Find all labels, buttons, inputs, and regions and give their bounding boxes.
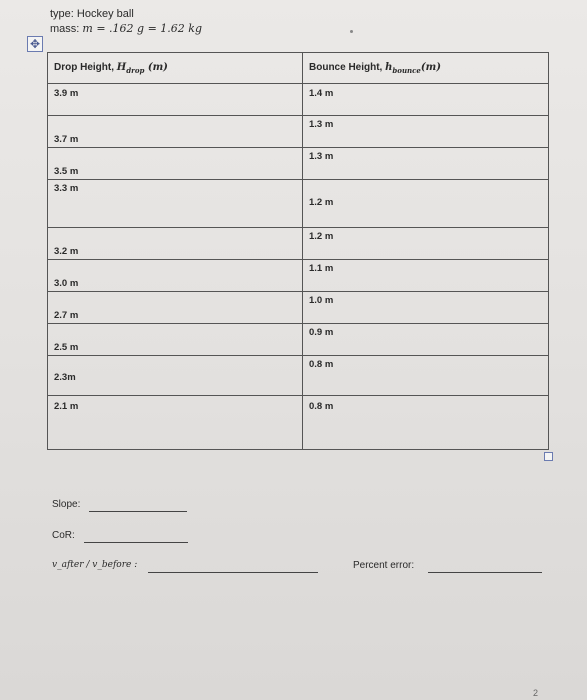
bounce-height-header: Bounce Height, $h_{bounce}(m)$ bbox=[303, 53, 549, 84]
ball-mass bbox=[50, 22, 202, 35]
bounce-cell[interactable]: 1.0 m bbox=[303, 292, 549, 324]
cor-label: CoR: bbox=[52, 530, 75, 541]
percent-error-label: Percent error: bbox=[353, 560, 415, 571]
bounce-cell[interactable]: 0.8 m bbox=[303, 396, 549, 450]
page-number: 2 bbox=[533, 688, 539, 698]
drop-cell[interactable]: 2.3m bbox=[48, 356, 303, 396]
table-row bbox=[48, 292, 549, 324]
table-row bbox=[48, 148, 549, 180]
drop-cell[interactable]: 3.0 m bbox=[48, 260, 303, 292]
stray-mark bbox=[350, 30, 353, 33]
drop-cell[interactable]: 2.7 m bbox=[48, 292, 303, 324]
mass-formula: m = .162 g = 1.62 kg bbox=[82, 22, 202, 35]
drop-cell[interactable]: 2.5 m bbox=[48, 324, 303, 356]
drop-cell[interactable]: 3.3 m bbox=[48, 180, 303, 228]
bounce-cell[interactable]: 1.2 m bbox=[303, 228, 549, 260]
percent-error-answer-line[interactable] bbox=[428, 572, 542, 573]
bounce-cell[interactable]: 1.4 m bbox=[303, 84, 549, 116]
table-row bbox=[48, 116, 549, 148]
bounce-cell[interactable]: 0.9 m bbox=[303, 324, 549, 356]
table-row bbox=[48, 396, 549, 450]
resize-icon[interactable] bbox=[544, 452, 553, 461]
table-row bbox=[48, 180, 549, 228]
table-row bbox=[48, 260, 549, 292]
bounce-cell[interactable]: 1.3 m bbox=[303, 148, 549, 180]
bounce-cell[interactable]: 1.3 m bbox=[303, 116, 549, 148]
velocity-ratio-label: v_after / v_before : bbox=[52, 560, 138, 570]
mass-prefix: mass: bbox=[50, 23, 83, 35]
table-row bbox=[48, 356, 549, 396]
table-header-row bbox=[48, 53, 549, 84]
drop-cell[interactable]: 2.1 m bbox=[48, 396, 303, 450]
ball-type: type: Hockey ball bbox=[50, 8, 134, 20]
slope-label: Slope: bbox=[52, 499, 81, 510]
velocity-ratio-answer-line[interactable] bbox=[148, 572, 318, 573]
move-icon[interactable]: ✥ bbox=[27, 36, 43, 52]
bounce-cell[interactable]: 1.2 m bbox=[303, 180, 549, 228]
drop-cell[interactable]: 3.7 m bbox=[48, 116, 303, 148]
drop-cell[interactable]: 3.5 m bbox=[48, 148, 303, 180]
table-row bbox=[48, 324, 549, 356]
drop-cell[interactable]: 3.2 m bbox=[48, 228, 303, 260]
table-row bbox=[48, 228, 549, 260]
bounce-cell[interactable]: 0.8 m bbox=[303, 356, 549, 396]
slope-answer-line[interactable] bbox=[89, 511, 187, 512]
table-row bbox=[48, 84, 549, 116]
bounce-cell[interactable]: 1.1 m bbox=[303, 260, 549, 292]
drop-cell[interactable]: 3.9 m bbox=[48, 84, 303, 116]
data-table bbox=[47, 52, 549, 450]
cor-answer-line[interactable] bbox=[84, 542, 188, 543]
drop-height-header: Drop Height, $H_{drop}$ (m) bbox=[48, 53, 303, 84]
